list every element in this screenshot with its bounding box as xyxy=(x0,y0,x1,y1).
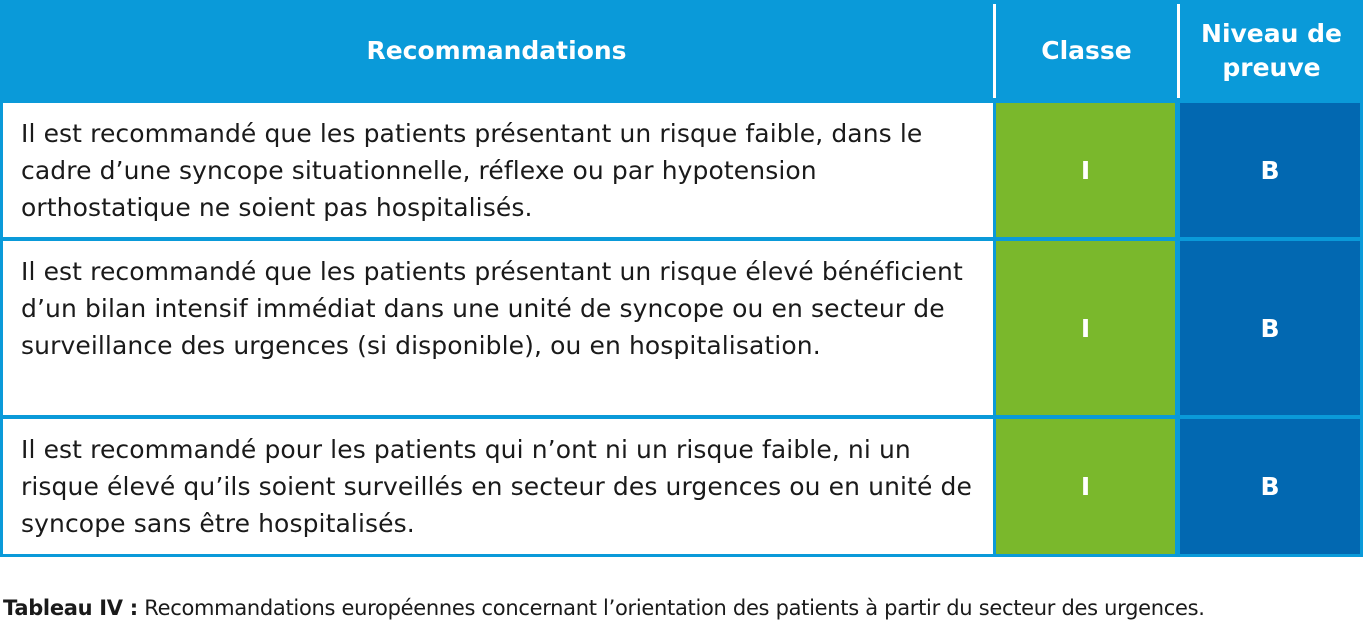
header-level: Niveau de preuve xyxy=(1180,0,1363,101)
row-3-recommendation: Il est recommandé pour les patients qui n’ont ni un risque faible, ni un risque élevé qu’ils soient surveillés en secteur des urgences ou en unité de syncope sans être hospitalisés. xyxy=(3,419,993,554)
row-2-level: B xyxy=(1180,241,1360,415)
row-3-level: B xyxy=(1180,419,1360,554)
row-1-class: I xyxy=(996,103,1175,237)
table-caption xyxy=(3,596,1205,620)
row-2-class: I xyxy=(996,241,1175,415)
row-2-recommendation: Il est recommandé que les patients présentant un risque élevé bénéficient d’un bilan intensif immédiat dans une unité de syncope ou en secteur de surveillance des urgences (si disponible), ou en hospitalisation. xyxy=(3,241,993,415)
row-1-recommendation: Il est recommandé que les patients présentant un risque faible, dans le cadre d’une syncope situationnelle, réflexe ou par hypotension orthostatique ne soient pas hospitalisés. xyxy=(3,103,993,237)
row-3-class: I xyxy=(996,419,1175,554)
header-class: Classe xyxy=(996,0,1177,101)
caption-text: Recommandations européennes concernant l’orientation des patients à partir du secteur des urgences. xyxy=(137,596,1205,620)
row-1-level: B xyxy=(1180,103,1360,237)
header-recommendations: Recommandations xyxy=(0,0,993,101)
caption-label: Tableau IV : xyxy=(3,596,138,620)
